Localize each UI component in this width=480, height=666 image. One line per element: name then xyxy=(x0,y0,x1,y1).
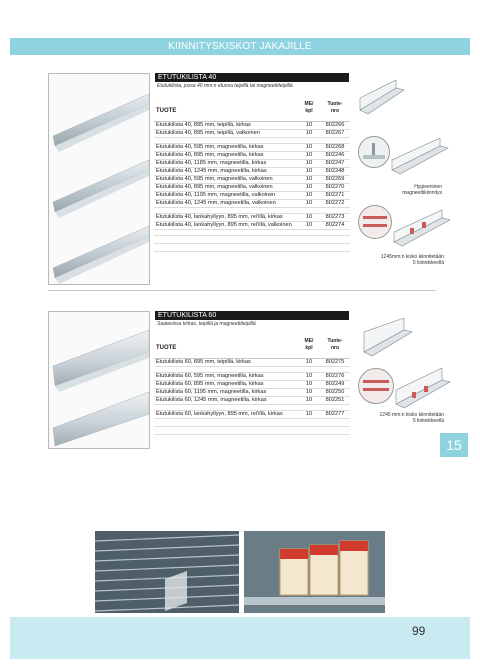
product-code-cell: 802274 xyxy=(320,221,350,229)
product-code-cell: 802246 xyxy=(320,151,350,159)
product-code-cell: 802275 xyxy=(320,358,350,366)
product-name-cell xyxy=(154,243,298,251)
qty-cell: 10 xyxy=(298,372,320,380)
section-subtitle-etutukilista-60: Saatavissa kirkas, teipillä ja magneettiteipillä xyxy=(157,321,256,327)
product-code-cell: 802247 xyxy=(320,159,350,167)
qty-cell xyxy=(298,243,320,251)
column-header-code: Tuote- nro xyxy=(320,338,350,358)
table-row xyxy=(154,221,350,229)
product-name-cell: Etutukilista 40, 595 mm, magneetilla, kirkas xyxy=(154,143,298,151)
table-row xyxy=(154,199,350,207)
product-name-cell xyxy=(154,418,298,426)
product-code-cell: 802267 xyxy=(320,129,350,137)
table-row xyxy=(154,358,350,366)
qty-cell: 10 xyxy=(298,129,320,137)
product-code-cell: 802270 xyxy=(320,183,350,191)
section-title-etutukilista-60: ETUTUKILISTA 60 xyxy=(155,311,349,320)
product-name-cell xyxy=(154,235,298,243)
qty-cell: 10 xyxy=(298,199,320,207)
product-name-cell: Etutukilista 40, 895 mm, magneetilla, kirkas xyxy=(154,151,298,159)
clip-detail-icon xyxy=(358,205,392,239)
qty-cell: 10 xyxy=(298,121,320,129)
product-photo-etutukilista-60 xyxy=(48,311,150,449)
product-name-cell: Etutukilista 40, 895 mm, magneetilla, valkoinen xyxy=(154,183,298,191)
qty-cell: 10 xyxy=(298,175,320,183)
product-name-cell: Etutukilista 40, lankahyllyyn, 895 mm, rei'illä, valkoinen xyxy=(154,221,298,229)
qty-cell xyxy=(298,418,320,426)
table-row xyxy=(154,159,350,167)
qty-cell xyxy=(298,426,320,434)
table-row xyxy=(154,183,350,191)
table-row xyxy=(154,143,350,151)
qty-cell: 10 xyxy=(298,388,320,396)
table-row xyxy=(154,129,350,137)
caption-hygienic-magnetic: Hygieeninen magneettikiinnitys xyxy=(402,184,442,196)
table-row xyxy=(154,380,350,388)
qty-cell: 10 xyxy=(298,183,320,191)
product-name-cell: Etutukilista 60, 1195 mm, magneetilla, kirkas xyxy=(154,388,298,396)
table-row xyxy=(154,243,350,251)
qty-cell: 10 xyxy=(298,213,320,221)
caption-rail-fasteners-2: 1245 mm:n kisko kiinnitetään 5 kiinnikkeellä xyxy=(379,412,444,424)
product-code-cell: 802276 xyxy=(320,372,350,380)
column-header-code: Tuote- nro xyxy=(320,101,350,121)
product-name-cell: Etutukilista 40, 595 mm, magneetilla, valkoinen xyxy=(154,175,298,183)
qty-cell: 10 xyxy=(298,221,320,229)
table-row xyxy=(154,426,350,434)
product-code-cell: 802271 xyxy=(320,191,350,199)
product-name-cell: Etutukilista 40, 895 mm, teipillä, kirkas xyxy=(154,121,298,129)
qty-cell xyxy=(298,235,320,243)
product-code-cell: 802269 xyxy=(320,175,350,183)
caption-rail-fasteners-1: 1245mm:n kisko kiinnitetään 5 kiinnikkeellä xyxy=(380,254,444,266)
qty-cell: 10 xyxy=(298,380,320,388)
qty-cell: 10 xyxy=(298,143,320,151)
table-row xyxy=(154,372,350,380)
column-header-qty: ME/ kpl xyxy=(298,338,320,358)
shelf-photo-products xyxy=(244,531,385,613)
product-name-cell: Etutukilista 40, 1245 mm, magneetilla, valkoinen xyxy=(154,199,298,207)
product-code-cell xyxy=(320,235,350,243)
product-code-cell xyxy=(320,418,350,426)
rail-illustration xyxy=(49,74,149,284)
rail-60-diagram-bottom xyxy=(394,368,452,412)
product-code-cell: 802268 xyxy=(320,143,350,151)
product-table-etutukilista-60 xyxy=(154,338,350,435)
qty-cell: 10 xyxy=(298,167,320,175)
product-code-cell xyxy=(320,243,350,251)
product-name-cell: Etutukilista 40, 1185 mm, magneetilla, kirkas xyxy=(154,159,298,167)
product-table-etutukilista-40 xyxy=(154,101,350,252)
shelf-photo-rails xyxy=(95,531,239,613)
product-photo-etutukilista-40 xyxy=(48,73,150,285)
footer-band xyxy=(10,617,470,659)
column-header-product: TUOTE xyxy=(154,101,298,121)
table-row xyxy=(154,235,350,243)
table-row xyxy=(154,418,350,426)
section-subtitle-etutukilista-40: Etutukilista, jossa 40 mm:n etuosa teipillä tai magneettiteipillä xyxy=(157,83,293,89)
section-title-etutukilista-40: ETUTUKILISTA 40 xyxy=(155,73,349,82)
table-row xyxy=(154,191,350,199)
product-code-cell xyxy=(320,426,350,434)
product-name-cell: Etutukilista 60, 895 mm, teipillä, kirkas xyxy=(154,358,298,366)
table-row xyxy=(154,121,350,129)
product-name-cell: Etutukilista 60, 895 mm, magneetilla, kirkas xyxy=(154,380,298,388)
qty-cell: 10 xyxy=(298,358,320,366)
rail-diagram-middle xyxy=(390,138,450,178)
clip-detail-icon xyxy=(358,368,394,404)
magnetic-fastening-detail-icon xyxy=(358,136,390,168)
table-row xyxy=(154,396,350,404)
table-row xyxy=(154,388,350,396)
column-header-product: TUOTE xyxy=(154,338,298,358)
qty-cell: 10 xyxy=(298,396,320,404)
table-row xyxy=(154,151,350,159)
product-name-cell: Etutukilista 60, 595 mm, magneetilla, kirkas xyxy=(154,372,298,380)
qty-cell: 10 xyxy=(298,191,320,199)
product-name-cell: Etutukilista 60, 1245 mm, magneetilla, kirkas xyxy=(154,396,298,404)
qty-cell: 10 xyxy=(298,151,320,159)
product-name-cell xyxy=(154,426,298,434)
table-row xyxy=(154,213,350,221)
product-name-cell: Etutukilista 40, lankahyllyyn, 895 mm, rei'illä, kirkas xyxy=(154,213,298,221)
product-name-cell: Etutukilista 40, 1245 mm, magneetilla, kirkas xyxy=(154,167,298,175)
product-code-cell: 802266 xyxy=(320,121,350,129)
table-row xyxy=(154,410,350,418)
product-code-cell: 802272 xyxy=(320,199,350,207)
section-divider xyxy=(48,290,436,291)
table-row xyxy=(154,167,350,175)
product-code-cell: 802249 xyxy=(320,380,350,388)
rail-60-diagram-top xyxy=(360,318,416,362)
product-code-cell: 802273 xyxy=(320,213,350,221)
product-code-cell: 802248 xyxy=(320,167,350,175)
product-name-cell: Etutukilista 60, lankahyllyyn, 895 mm, rei'illä, kirkas xyxy=(154,410,298,418)
table-row xyxy=(154,175,350,183)
qty-cell: 10 xyxy=(298,159,320,167)
page-number: 99 xyxy=(412,624,426,638)
qty-cell: 10 xyxy=(298,410,320,418)
column-header-qty: ME/ kpl xyxy=(298,101,320,121)
product-code-cell: 802277 xyxy=(320,410,350,418)
product-name-cell: Etutukilista 40, 895 mm, teipillä, valkoinen xyxy=(154,129,298,137)
chapter-tab: 15 xyxy=(440,433,468,457)
product-name-cell: Etutukilista 40, 1195 mm, magneetilla, valkoinen xyxy=(154,191,298,199)
rail-diagram-bottom xyxy=(392,206,452,250)
product-code-cell: 802251 xyxy=(320,396,350,404)
product-code-cell: 802250 xyxy=(320,388,350,396)
rail-diagram-top xyxy=(356,80,412,120)
section-banner: KIINNITYSKISKOT JAKAJILLE xyxy=(10,38,470,55)
